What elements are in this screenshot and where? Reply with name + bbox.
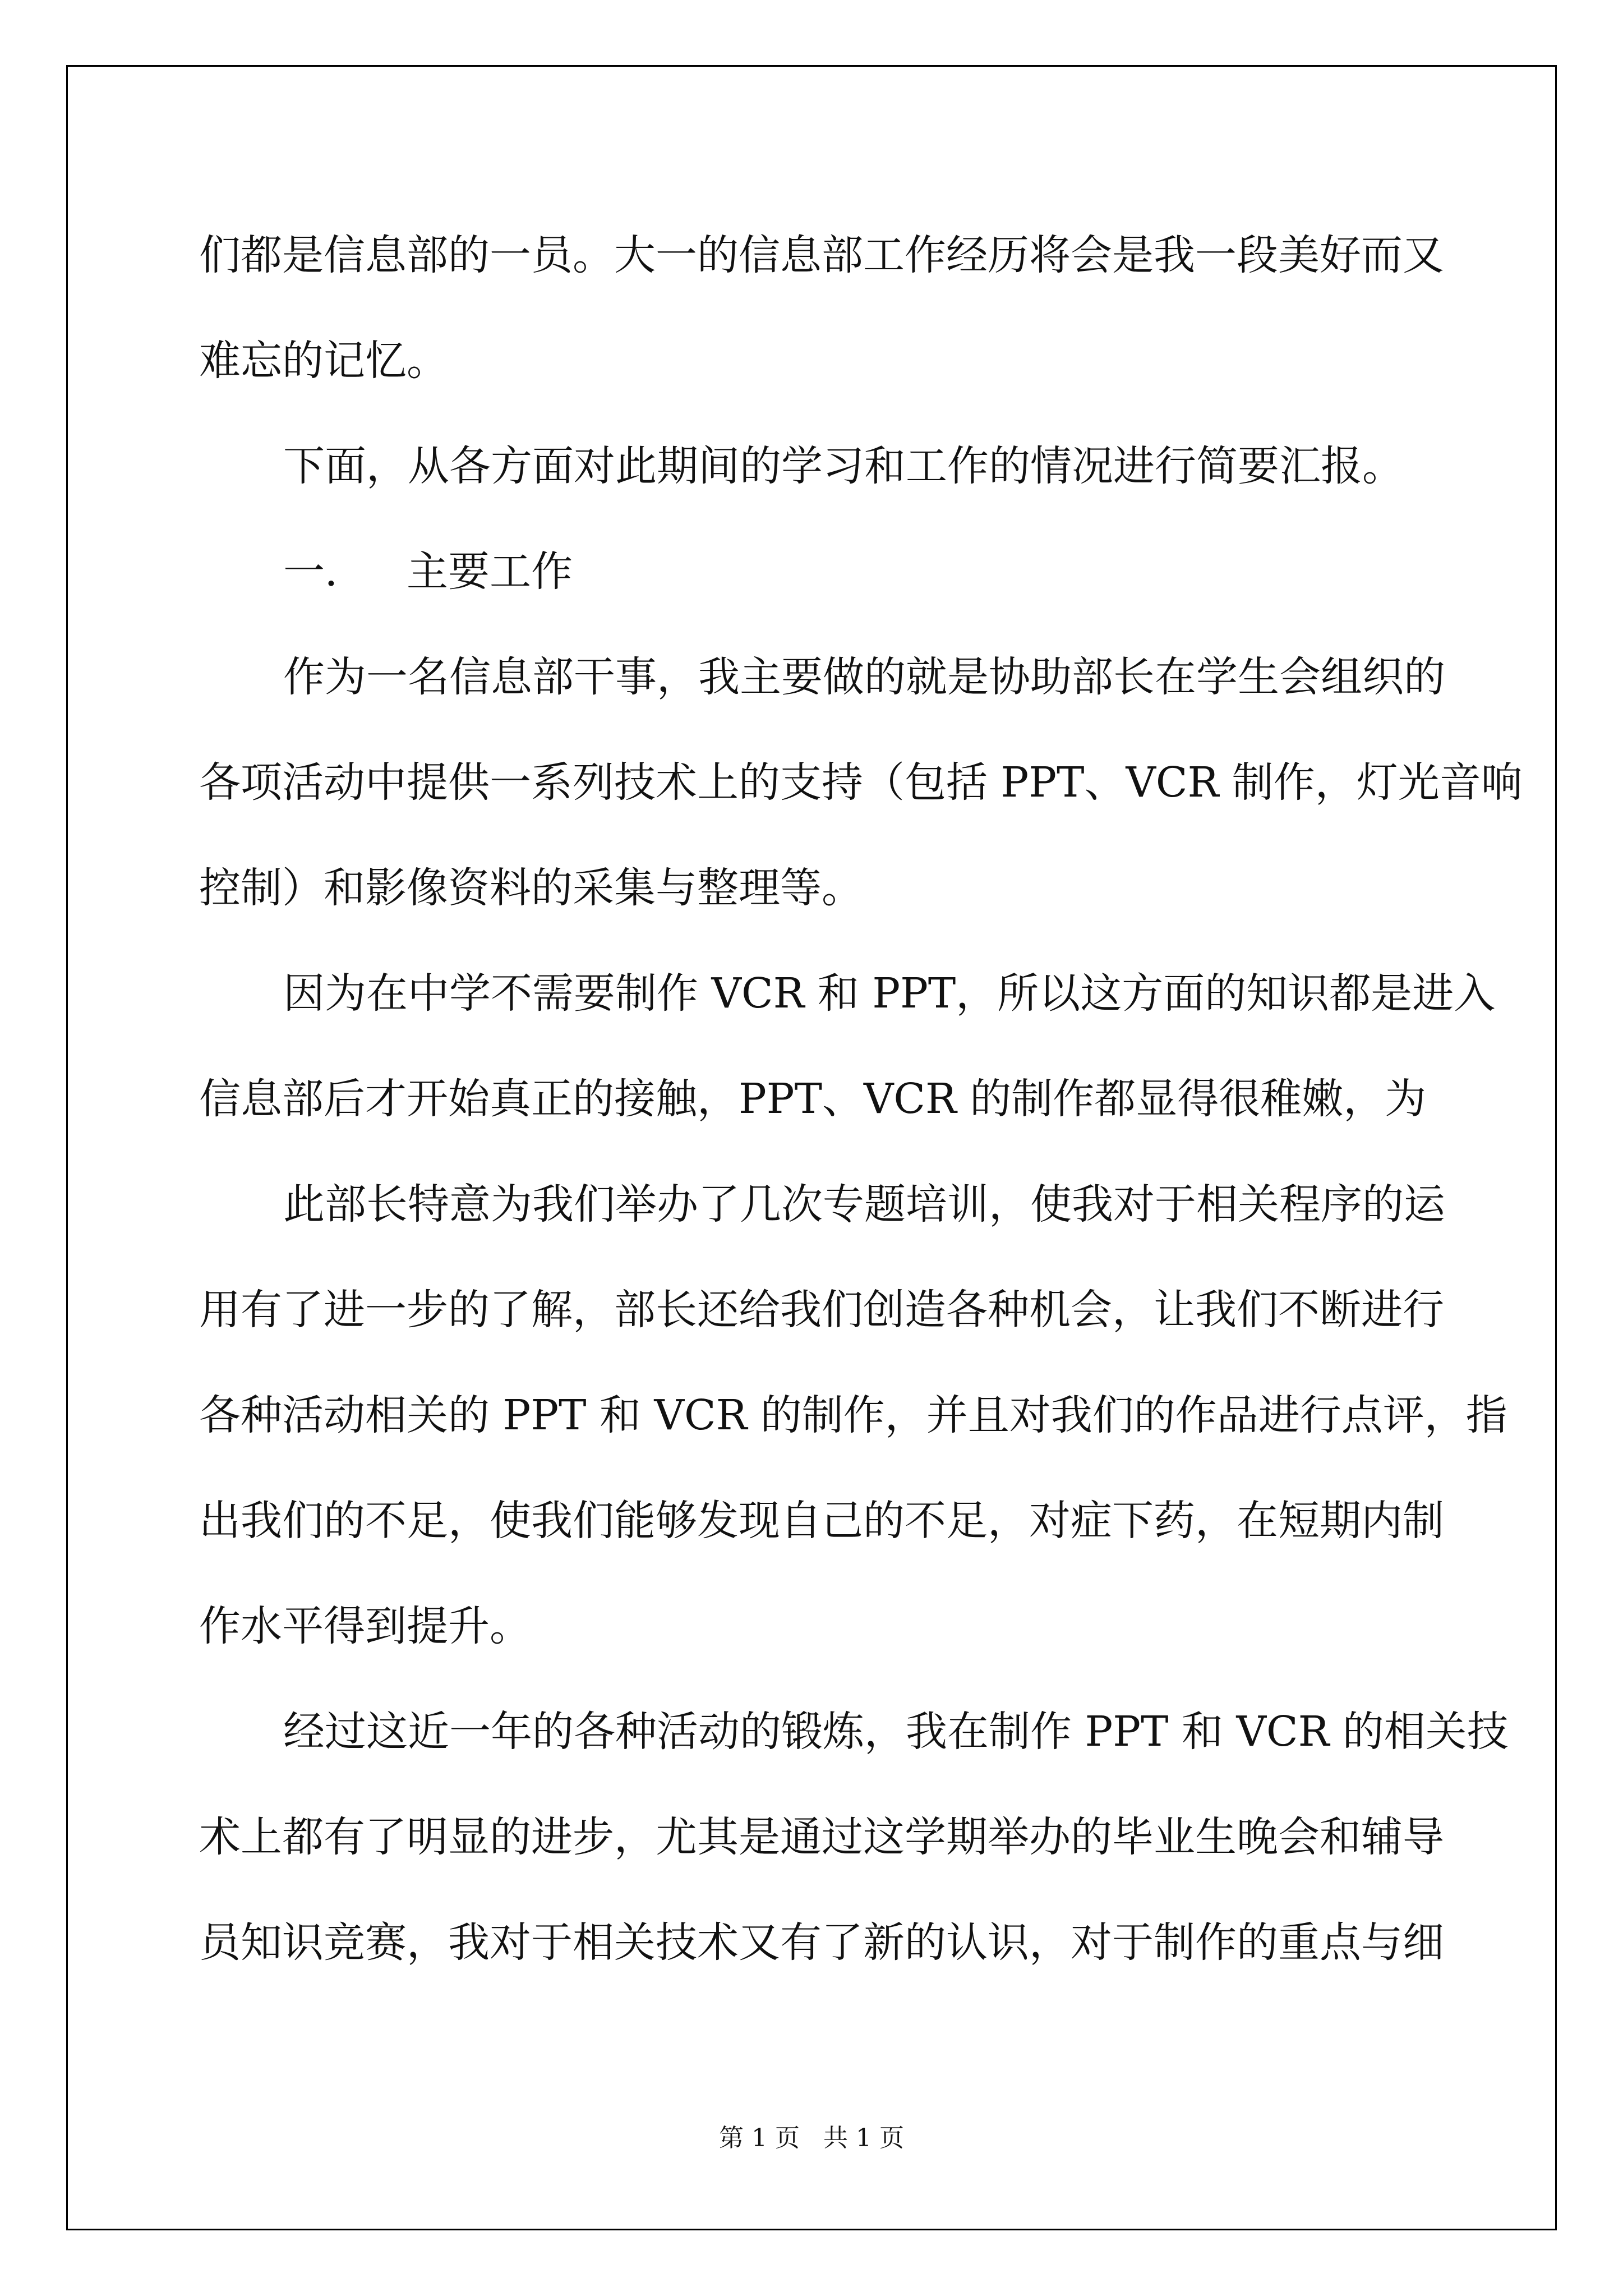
text-line: 各项活动中提供一系列技术上的支持（包括 PPT、VCR 制作，灯光音响 (199, 758, 1523, 807)
text-line: 下面，从各方面对此期间的学习和工作的情况进行简要汇报。 (283, 442, 1404, 490)
text-line: 难忘的记忆。 (199, 337, 448, 385)
page-footer (0, 2122, 1623, 2155)
text-line: 此部长特意为我们举办了几次专题培训，使我对于相关程序的运 (283, 1180, 1445, 1228)
text-line: 控制）和影像资料的采集与整理等。 (199, 864, 863, 912)
text-line: 们都是信息部的一员。大一的信息部工作经历将会是我一段美好而又 (199, 231, 1444, 279)
document-body (199, 222, 1523, 2014)
page-number: 第 1 页 (719, 2124, 800, 2152)
section-heading (199, 538, 1436, 643)
page-total: 共 1 页 (823, 2124, 904, 2152)
heading-text: 主要工作 (407, 547, 573, 596)
text-line: 出我们的不足，使我们能够发现自己的不足，对症下药，在短期内制 (199, 1497, 1444, 1545)
text-line: 员知识竞赛，我对于相关技术又有了新的认识，对于制作的重点与细 (199, 1918, 1444, 1967)
text-line: 术上都有了明显的进步，尤其是通过这学期举办的毕业生晚会和辅导 (199, 1813, 1444, 1861)
text-line: 因为在中学不需要制作 VCR 和 PPT，所以这方面的知识都是进入 (283, 969, 1496, 1018)
text-line: 作水平得到提升。 (199, 1602, 531, 1650)
text-line: 作为一名信息部干事，我主要做的就是协助部长在学生会组织的 (283, 653, 1445, 701)
text-line: 各种活动相关的 PPT 和 VCR 的制作，并且对我们的作品进行点评，指 (199, 1391, 1507, 1439)
text-line: 信息部后才开始真正的接触，PPT、VCR 的制作都显得很稚嫩，为 (199, 1075, 1427, 1123)
text-line: 用有了进一步的了解，部长还给我们创造各种机会，让我们不断进行 (199, 1286, 1444, 1334)
heading-number: 一． (283, 547, 366, 596)
text-line: 经过这近一年的各种活动的锻炼，我在制作 PPT 和 VCR 的相关技 (283, 1708, 1509, 1756)
